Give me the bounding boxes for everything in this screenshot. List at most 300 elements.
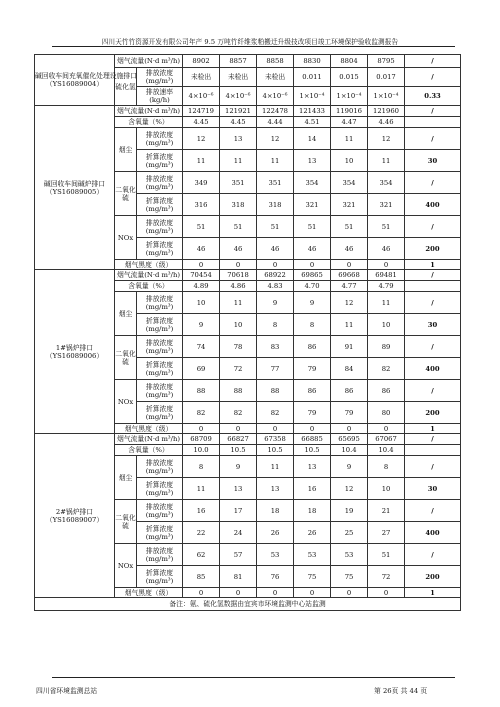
table-note: 备注：氨、硫化氢数据由宜宾市环境监测中心站监测 [35,598,461,611]
o2-value: 4.44 [257,117,294,128]
so2-emis-value: 349 [183,172,220,194]
smoke-conv-value: 30 [405,150,461,172]
label-text: 折算浓度 [145,152,174,161]
smoke-conv-value: 12 [331,478,368,500]
flow-value: 69668 [331,270,368,281]
flow-value: 8795 [368,55,405,68]
label-text: 排放浓度 [145,174,174,183]
nox-conv-value: 46 [331,238,368,260]
flow-value: 124719 [183,106,220,117]
label-text: 折算浓度 [145,480,174,489]
flow-value: 69481 [368,270,405,281]
h2s-rate-value: 4×10⁻⁶ [257,87,294,106]
so2-conv-value: 84 [331,358,368,380]
parameter-label [137,380,183,402]
o2-value: 4.45 [183,117,220,128]
smoke-emis-value: 12 [257,128,294,150]
o2-value: 4.79 [368,281,405,292]
black-value: 0 [368,260,405,270]
h2s-rate-value: 4×10⁻⁶ [183,87,220,106]
so2-conv-value: 27 [368,522,405,544]
so2-emis-value: 78 [220,336,257,358]
smoke-conv-value: 13 [220,478,257,500]
nox-emis-value: 51 [257,216,294,238]
label-text: 排放速率 [145,88,174,96]
smoke-conv-value: 30 [405,314,461,336]
outlet-label: 2#锅炉排口 [55,507,94,516]
label-text: 折算浓度 [145,568,174,577]
nox-conv-value: 46 [368,238,405,260]
pollutant-so2: 二氧化硫 [115,172,137,216]
o2-value: 4.86 [220,281,257,292]
flow-value: / [405,55,461,68]
nox-conv-value: 82 [257,402,294,424]
label-unit: (mg/m³) [145,182,174,191]
o2-value: 10.0 [183,445,220,456]
flow-value: 8857 [220,55,257,68]
label-text: 排放浓度 [145,294,174,303]
flow-value: 8858 [257,55,294,68]
so2-conv-value: 26 [257,522,294,544]
smoke-conv-value: 30 [405,478,461,500]
nox-emis-value: 88 [220,380,257,402]
parameter-label [137,172,183,194]
pollutant-smoke: 烟尘 [115,456,137,500]
label-text: 折算浓度 [145,524,174,533]
flow-value: 70454 [183,270,220,281]
parameter-label [137,402,183,424]
so2-emis-value: 83 [257,336,294,358]
so2-emis-value: 91 [331,336,368,358]
smoke-emis-value: 8 [368,456,405,478]
black-value: 0 [331,260,368,270]
nox-emis-value: / [405,216,461,238]
nox-conv-value: 82 [183,402,220,424]
smoke-emis-value: 12 [331,292,368,314]
nox-conv-value: 79 [331,402,368,424]
outlet-id: （YS16089007） [45,515,104,524]
parameter-label [137,150,183,172]
label-text: 折算浓度 [145,360,174,369]
smoke-emis-value: / [405,292,461,314]
flow-value: 68922 [257,270,294,281]
parameter-label [137,456,183,478]
label-unit: (mg/m³) [145,576,174,585]
outlet-label: 碱回收车间充氧催化处理设施排口 [35,72,137,80]
nox-conv-value: 79 [294,402,331,424]
smoke-emis-value: 9 [294,292,331,314]
nox-conv-value: 75 [294,566,331,588]
smoke-conv-value: 8 [257,314,294,336]
flow-value: 8902 [183,55,220,68]
o2-value [405,117,461,128]
table-row [35,55,461,68]
label-unit: (mg/m³) [145,302,174,311]
smoke-emis-value: 14 [294,128,331,150]
so2-emis-value: 351 [220,172,257,194]
black-value: 0 [220,260,257,270]
flow-label: 烟气流量(N·d m³/h) [115,270,183,281]
smoke-emis-value: 9 [220,456,257,478]
h2s-conc-value: 未检出 [183,68,220,87]
parameter-label [137,544,183,566]
label-unit: (mg/m³) [145,160,174,169]
so2-emis-value: 86 [294,336,331,358]
nox-emis-value: 57 [220,544,257,566]
h2s-rate-value: 1×10⁻⁴ [368,87,405,106]
label-unit: (mg/m³) [145,324,174,333]
h2s-rate-value: 1×10⁻⁴ [331,87,368,106]
black-value: 1 [405,260,461,270]
flow-value: 122478 [257,106,294,117]
label-text: 排放浓度 [145,502,174,511]
flow-value: / [405,434,461,445]
so2-emis-value: 17 [220,500,257,522]
nox-conv-value: 46 [220,238,257,260]
h2s-conc-value: 0.015 [331,68,368,87]
label-unit: (mg/m³) [145,248,174,257]
table-row [35,434,461,445]
parameter-label [137,87,183,106]
o2-value [405,445,461,456]
label-text: 排放浓度 [145,218,174,227]
smoke-emis-value: / [405,128,461,150]
smoke-emis-value: 8 [183,456,220,478]
o2-value: 4.45 [220,117,257,128]
so2-conv-value: 24 [220,522,257,544]
so2-emis-value: / [405,336,461,358]
o2-label: 含氧量（%） [115,281,183,292]
footer-page: 第 26页 共 44 页 [374,687,428,695]
pollutant-h2s: 硫化氢 [115,68,137,106]
nox-emis-value: 51 [331,216,368,238]
so2-conv-value: 400 [405,522,461,544]
label-unit: (mg/m³) [145,532,174,541]
pollutant-smoke: 烟尘 [115,128,137,172]
smoke-emis-value: 9 [257,292,294,314]
black-label: 烟气黑度（级） [115,260,183,270]
so2-emis-value: 16 [183,500,220,522]
label-unit: (mg/m³) [145,488,174,497]
smoke-conv-value: 8 [294,314,331,336]
black-value: 0 [331,588,368,598]
nox-conv-value: 46 [183,238,220,260]
so2-conv-value: 321 [294,194,331,216]
o2-value: 10.4 [368,445,405,456]
so2-emis-value: 351 [257,172,294,194]
flow-label: 烟气流量(N·d m³/h) [115,106,183,117]
flow-value: 121921 [220,106,257,117]
smoke-emis-value: 11 [331,128,368,150]
flow-value: / [405,270,461,281]
nox-emis-value: 86 [331,380,368,402]
nox-conv-value: 81 [220,566,257,588]
parameter-label [137,336,183,358]
nox-conv-value: 200 [405,402,461,424]
black-value: 0 [257,588,294,598]
parameter-label [137,238,183,260]
so2-conv-value: 26 [294,522,331,544]
flow-value: 67358 [257,434,294,445]
so2-emis-value: 19 [331,500,368,522]
black-value: 1 [405,424,461,434]
nox-emis-value: 51 [368,216,405,238]
o2-value: 4.77 [331,281,368,292]
o2-value: 4.89 [183,281,220,292]
so2-emis-value: 89 [368,336,405,358]
nox-conv-value: 85 [183,566,220,588]
o2-value: 10.4 [331,445,368,456]
so2-emis-value: 74 [183,336,220,358]
o2-value: 4.83 [257,281,294,292]
black-label: 烟气黑度（级） [115,588,183,598]
o2-value: 4.70 [294,281,331,292]
so2-emis-value: 18 [294,500,331,522]
smoke-conv-value: 9 [183,314,220,336]
black-value: 0 [183,260,220,270]
so2-conv-value: 22 [183,522,220,544]
flow-value: 8804 [331,55,368,68]
outlet-id: （YS16089006） [45,351,104,360]
nox-emis-value: / [405,380,461,402]
outlet-id: （YS16089005） [45,187,104,196]
pollutant-so2: 二氧化硫 [115,336,137,380]
smoke-conv-value: 11 [183,150,220,172]
label-unit: (mg/m³) [145,346,174,355]
so2-emis-value: 21 [368,500,405,522]
black-value: 0 [331,424,368,434]
black-label: 烟气黑度（级） [115,424,183,434]
smoke-emis-value: 11 [220,292,257,314]
label-unit: (mg/m³) [145,510,174,519]
so2-conv-value: 77 [257,358,294,380]
so2-emis-value: / [405,172,461,194]
so2-conv-value: 82 [368,358,405,380]
outlet-label: 碱回收车间碱炉排口 [43,179,106,188]
h2s-conc-value: / [405,68,461,87]
label-text: 排放浓度 [145,130,174,139]
smoke-emis-value: 12 [368,128,405,150]
pollutant-so2: 二氧化硫 [115,500,137,544]
o2-value: 4.47 [331,117,368,128]
label-text: 排放浓度 [145,338,174,347]
label-unit: (mg/m³) [145,466,174,475]
flow-label: 烟气流量(N·d m³/h) [115,434,183,445]
label-unit: (mg/m³) [145,77,174,85]
nox-emis-value: 51 [220,216,257,238]
parameter-label [137,194,183,216]
footer-rule [52,677,455,678]
parameter-label [137,478,183,500]
nox-conv-value: 46 [294,238,331,260]
smoke-conv-value: 11 [257,150,294,172]
smoke-conv-value: 10 [220,314,257,336]
so2-conv-value: 72 [220,358,257,380]
smoke-conv-value: 10 [331,150,368,172]
black-value: 0 [220,588,257,598]
parameter-label [137,314,183,336]
parameter-label [137,68,183,87]
o2-label: 含氧量（%） [115,445,183,456]
o2-value: 10.5 [294,445,331,456]
parameter-label [137,292,183,314]
flow-value: 119016 [331,106,368,117]
nox-emis-value: 86 [294,380,331,402]
o2-value: 4.46 [368,117,405,128]
black-value: 0 [294,424,331,434]
label-unit: (mg/m³) [145,412,174,421]
so2-conv-value: 400 [405,358,461,380]
report-header: 四川天竹竹资源开发有限公司年产 9.5 万吨竹纤维浆粕搬迁升级技改项目竣工环境保护验收监测报告 [101,38,399,46]
parameter-label [137,500,183,522]
parameter-label [137,128,183,150]
label-text: 排放浓度 [145,382,174,391]
monitoring-table [34,54,461,611]
h2s-conc-value: 未检出 [257,68,294,87]
flow-value: 121960 [368,106,405,117]
black-value: 0 [294,260,331,270]
flow-value: 67067 [368,434,405,445]
header-rule [52,46,455,47]
smoke-conv-value: 11 [331,314,368,336]
footer-org: 四川省环境监测总站 [36,687,98,695]
nox-emis-value: 51 [294,216,331,238]
black-value: 0 [183,588,220,598]
label-text: 折算浓度 [145,404,174,413]
smoke-conv-value: 10 [368,314,405,336]
nox-conv-value: 46 [257,238,294,260]
parameter-label [137,522,183,544]
table-row [35,270,461,281]
smoke-emis-value: 12 [183,128,220,150]
label-unit: (mg/m³) [145,368,174,377]
nox-emis-value: 53 [331,544,368,566]
nox-conv-value: 80 [368,402,405,424]
black-value: 0 [368,588,405,598]
flow-value: / [405,106,461,117]
label-text: 排放浓度 [145,546,174,555]
so2-conv-value: 318 [220,194,257,216]
nox-emis-value: 62 [183,544,220,566]
black-value: 0 [294,588,331,598]
nox-conv-value: 72 [368,566,405,588]
h2s-rate-value: 4×10⁻⁶ [220,87,257,106]
h2s-conc-value: 0.011 [294,68,331,87]
smoke-emis-value: 13 [294,456,331,478]
smoke-conv-value: 13 [257,478,294,500]
pollutant-smoke: 烟尘 [115,292,137,336]
nox-emis-value: 51 [368,544,405,566]
smoke-emis-value: 9 [331,456,368,478]
smoke-conv-value: 16 [294,478,331,500]
nox-conv-value: 76 [257,566,294,588]
nox-emis-value: 53 [294,544,331,566]
label-text: 折算浓度 [145,240,174,249]
nox-conv-value: 200 [405,238,461,260]
nox-emis-value: 86 [368,380,405,402]
smoke-conv-value: 11 [183,478,220,500]
label-unit: (mg/m³) [145,204,174,213]
so2-conv-value: 316 [183,194,220,216]
h2s-conc-value: 未检出 [220,68,257,87]
flow-value: 8830 [294,55,331,68]
so2-conv-value: 79 [294,358,331,380]
black-value: 0 [368,424,405,434]
pollutant-nox: NOx [115,216,137,260]
so2-emis-value: 18 [257,500,294,522]
smoke-conv-value: 11 [220,150,257,172]
so2-emis-value: 354 [368,172,405,194]
black-value: 0 [257,260,294,270]
table-row [35,106,461,117]
so2-emis-value: 354 [331,172,368,194]
outlet-name [35,434,115,598]
table-row [35,598,461,611]
flow-value: 70618 [220,270,257,281]
flow-value: 69865 [294,270,331,281]
h2s-rate-value: 1×10⁻⁴ [294,87,331,106]
label-text: 折算浓度 [145,196,174,205]
parameter-label [137,216,183,238]
smoke-conv-value: 10 [368,478,405,500]
o2-value: 4.51 [294,117,331,128]
flow-value: 66827 [220,434,257,445]
so2-conv-value: 321 [331,194,368,216]
nox-conv-value: 82 [220,402,257,424]
so2-emis-value: / [405,500,461,522]
h2s-conc-value: 0.017 [368,68,405,87]
pollutant-nox: NOx [115,544,137,588]
black-value: 0 [257,424,294,434]
h2s-rate-value: 0.33 [405,87,461,106]
nox-conv-value: 75 [331,566,368,588]
smoke-emis-value: 11 [257,456,294,478]
pollutant-nox: NOx [115,380,137,424]
so2-conv-value: 318 [257,194,294,216]
outlet-name [35,270,115,434]
o2-value: 10.5 [220,445,257,456]
label-text: 排放浓度 [145,69,174,77]
nox-emis-value: 51 [183,216,220,238]
label-unit: (mg/m³) [145,138,174,147]
o2-value [405,281,461,292]
label-text: 折算浓度 [145,316,174,325]
label-unit: (kg/h) [149,96,170,104]
smoke-emis-value: 10 [183,292,220,314]
black-value: 1 [405,588,461,598]
smoke-emis-value: / [405,456,461,478]
flow-value: 65695 [331,434,368,445]
o2-label: 含氧量（%） [115,117,183,128]
nox-emis-value: 88 [183,380,220,402]
black-value: 0 [220,424,257,434]
label-unit: (mg/m³) [145,390,174,399]
flow-value: 68709 [183,434,220,445]
black-value: 0 [183,424,220,434]
nox-conv-value: 200 [405,566,461,588]
nox-emis-value: 88 [257,380,294,402]
smoke-emis-value: 13 [220,128,257,150]
label-unit: (mg/m³) [145,554,174,563]
nox-emis-value: / [405,544,461,566]
so2-emis-value: 354 [294,172,331,194]
flow-value: 121433 [294,106,331,117]
flow-value: 66885 [294,434,331,445]
outlet-name [35,106,115,270]
flow-label: 烟气流量(N·d m³/h) [115,55,183,68]
label-text: 排放浓度 [145,458,174,467]
so2-conv-value: 400 [405,194,461,216]
